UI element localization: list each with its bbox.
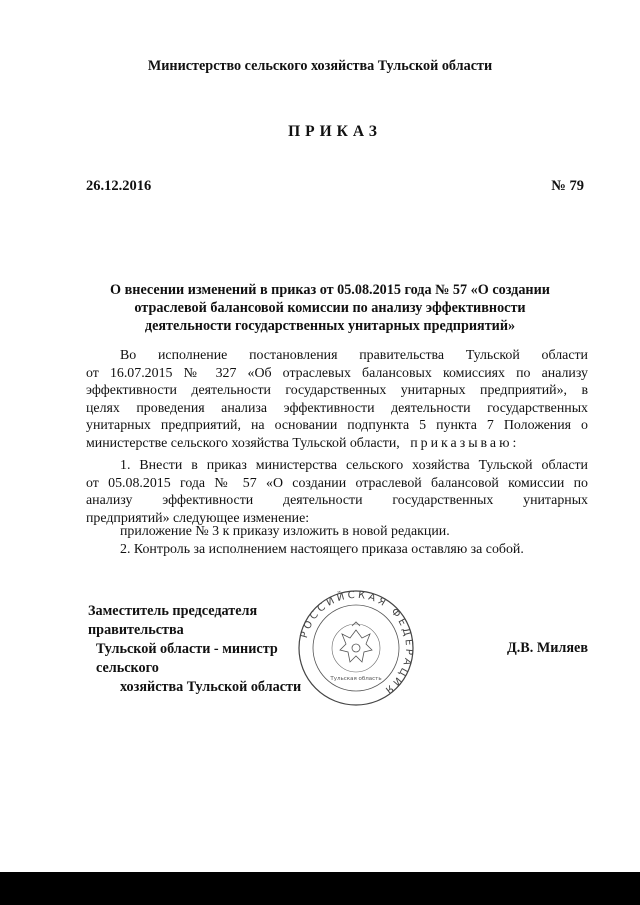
scan-border xyxy=(0,872,640,905)
subject-line: О внесении изменений в приказ от 05.08.2015 года № 57 «О создании xyxy=(110,282,550,298)
ministry-name: Министерство сельского хозяйства Тульской области xyxy=(147,58,493,74)
paragraph-text: министерстве сельского хозяйства Тульской области, xyxy=(86,435,400,451)
paragraph-line xyxy=(86,435,588,453)
item-1-paragraph xyxy=(86,457,588,527)
paragraph-line: приложение № 3 к приказу изложить в новой редакции. xyxy=(120,524,450,539)
paragraph-line: 1. Внести в приказ министерства сельского хозяйства Тульской области xyxy=(120,458,588,473)
position-line: Тульской области - министр сельского xyxy=(96,641,278,676)
position-line: хозяйства Тульской области xyxy=(120,679,302,695)
paragraph-line: предприятий» следующее изменение: xyxy=(86,510,310,526)
paragraph-line: 2. Контроль за исполнением настоящего приказа оставляю за собой. xyxy=(120,542,524,557)
signatory-name: Д.В. Миляев xyxy=(506,640,588,656)
paragraph-line: Во исполнение постановления правительства Тульской области xyxy=(120,348,588,363)
eagle-emblem-icon xyxy=(340,622,372,662)
order-subject xyxy=(90,281,570,335)
paragraph-line: анализу эффективности деятельности государственных унитарных xyxy=(86,493,588,509)
document-type-title: ПРИКАЗ xyxy=(288,123,382,140)
preamble-paragraph xyxy=(86,347,588,453)
subject-line: деятельности государственных унитарных предприятий» xyxy=(144,318,516,334)
paragraph-line: от 05.08.2015 года № 57 «О создании отраслевой балансовой комиссии по xyxy=(86,475,588,491)
order-word: приказываю: xyxy=(410,435,520,451)
svg-text:Тульская область: Тульская область xyxy=(330,676,382,682)
paragraph-line: эффективности деятельности государственных унитарных предприятий», в xyxy=(86,383,588,399)
paragraph-line: от 16.07.2015 № 327 «Об отраслевых балансовых комиссиях по анализу xyxy=(86,365,588,381)
position-line: Заместитель председателя правительства xyxy=(88,603,258,638)
paragraph-line: целях проведения анализа эффективности деятельности государственных xyxy=(86,400,588,416)
order-number: № 79 xyxy=(551,178,584,194)
subject-line: отраслевой балансовой комиссии по анализу эффективности xyxy=(134,300,526,316)
appendix-paragraph xyxy=(86,523,588,541)
signatory-position xyxy=(88,602,328,697)
paragraph-line: унитарных предприятий, на основании подпункта 5 пункта 7 Положения о xyxy=(86,418,588,434)
order-date: 26.12.2016 xyxy=(86,178,152,194)
svg-text:РОССИЙСКАЯ ФЕДЕРАЦИЯ: РОССИЙСКАЯ ФЕДЕРАЦИЯ xyxy=(298,589,415,698)
item-2-paragraph xyxy=(86,541,588,559)
